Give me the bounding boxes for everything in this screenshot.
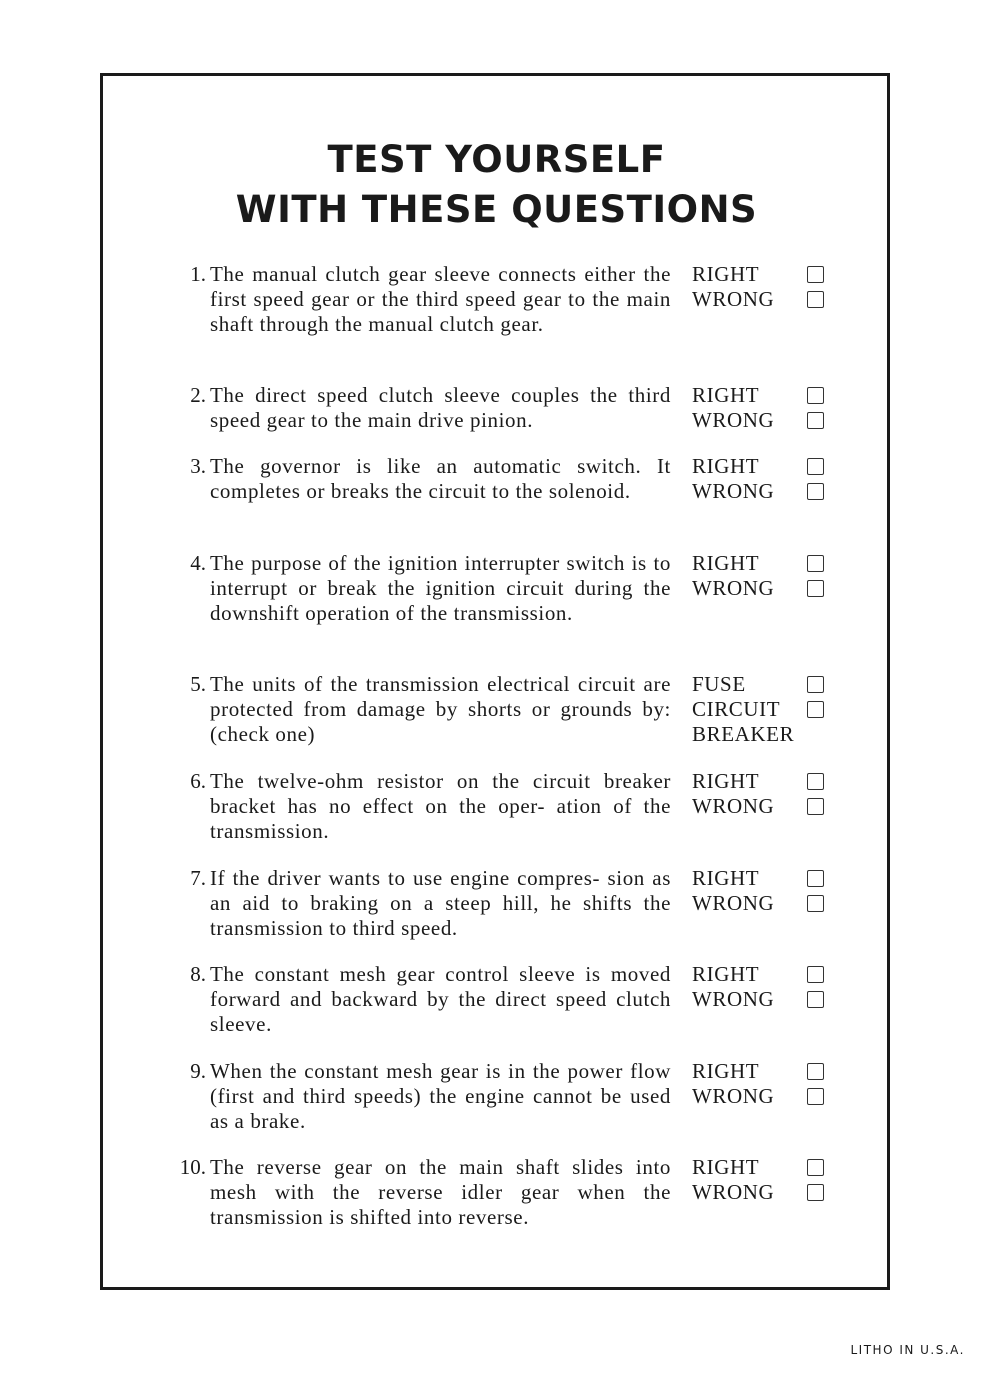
question-number: 1. bbox=[190, 262, 206, 286]
checkbox[interactable] bbox=[807, 895, 824, 912]
option-wrong[interactable] bbox=[692, 479, 842, 504]
checkbox[interactable] bbox=[807, 291, 824, 308]
checkbox[interactable] bbox=[807, 483, 824, 500]
option-label: RIGHT bbox=[692, 769, 760, 793]
question-text: The units of the transmission electrical circuit are protected from damage by shorts or grounds by: (check one) bbox=[210, 672, 671, 746]
answer-options bbox=[692, 383, 842, 433]
option-right[interactable] bbox=[692, 551, 842, 576]
question-text: When the constant mesh gear is in the power flow (first and third speeds) the engine cannot be used as a brake. bbox=[210, 1059, 671, 1133]
question-text: The manual clutch gear sleeve connects either the first speed gear or the third speed gear to the main shaft through the manual clutch gear. bbox=[210, 262, 671, 336]
answer-options bbox=[692, 866, 842, 916]
checkbox[interactable] bbox=[807, 870, 824, 887]
option-label: WRONG bbox=[692, 987, 775, 1011]
option-label: WRONG bbox=[692, 794, 775, 818]
option-right[interactable] bbox=[692, 1059, 842, 1084]
checkbox[interactable] bbox=[807, 387, 824, 404]
option-label-continuation bbox=[692, 722, 842, 747]
checkbox[interactable] bbox=[807, 555, 824, 572]
option-label: RIGHT bbox=[692, 454, 760, 478]
question-number: 5. bbox=[190, 672, 206, 696]
checkbox[interactable] bbox=[807, 1063, 824, 1080]
question-number: 7. bbox=[190, 866, 206, 890]
option-label: WRONG bbox=[692, 1084, 775, 1108]
checkbox[interactable] bbox=[807, 1184, 824, 1201]
option-wrong[interactable] bbox=[692, 1180, 842, 1205]
title-line-1: TEST YOURSELF bbox=[327, 138, 666, 181]
answer-options bbox=[692, 769, 842, 819]
option-wrong[interactable] bbox=[692, 891, 842, 916]
answer-options bbox=[692, 1155, 842, 1205]
title-line-2: WITH THESE QUESTIONS bbox=[235, 188, 758, 231]
answer-options bbox=[692, 672, 842, 747]
option-label: RIGHT bbox=[692, 262, 760, 286]
question-number: 3. bbox=[190, 454, 206, 478]
checkbox[interactable] bbox=[807, 412, 824, 429]
option-label: CIRCUIT bbox=[692, 697, 781, 721]
question-number: 10. bbox=[179, 1155, 206, 1179]
option-wrong[interactable] bbox=[692, 794, 842, 819]
option-wrong[interactable] bbox=[692, 408, 842, 433]
option-wrong[interactable] bbox=[692, 987, 842, 1012]
option-right[interactable] bbox=[692, 262, 842, 287]
checkbox[interactable] bbox=[807, 1088, 824, 1105]
option-wrong[interactable] bbox=[692, 287, 842, 312]
question-number: 6. bbox=[190, 769, 206, 793]
checkbox[interactable] bbox=[807, 798, 824, 815]
option-right[interactable] bbox=[692, 1155, 842, 1180]
answer-options bbox=[692, 454, 842, 504]
option-label: RIGHT bbox=[692, 383, 760, 407]
option-circuit-breaker[interactable] bbox=[692, 697, 842, 722]
option-label: WRONG bbox=[692, 287, 775, 311]
checkbox[interactable] bbox=[807, 701, 824, 718]
option-label: RIGHT bbox=[692, 1059, 760, 1083]
checkbox[interactable] bbox=[807, 966, 824, 983]
printer-imprint: LITHO IN U.S.A. bbox=[850, 1343, 965, 1357]
question-number: 4. bbox=[190, 551, 206, 575]
option-label: RIGHT bbox=[692, 866, 760, 890]
option-label: WRONG bbox=[692, 479, 775, 503]
answer-options bbox=[692, 1059, 842, 1109]
checkbox[interactable] bbox=[807, 1159, 824, 1176]
answer-options bbox=[692, 551, 842, 601]
option-right[interactable] bbox=[692, 769, 842, 794]
question-text: The reverse gear on the main shaft slides into mesh with the reverse idler gear when the transmission is shifted into reverse. bbox=[210, 1155, 671, 1229]
option-label: WRONG bbox=[692, 408, 775, 432]
checkbox[interactable] bbox=[807, 676, 824, 693]
checkbox[interactable] bbox=[807, 773, 824, 790]
question-text: The constant mesh gear control sleeve is moved forward and backward by the direct speed clutch sleeve. bbox=[210, 962, 671, 1036]
question-text: If the driver wants to use engine compres- sion as an aid to braking on a steep hill, he shifts the transmission to third speed. bbox=[210, 866, 671, 940]
option-label: RIGHT bbox=[692, 551, 760, 575]
question-text: The direct speed clutch sleeve couples the third speed gear to the main drive pinion. bbox=[210, 383, 671, 432]
option-label: WRONG bbox=[692, 1180, 775, 1204]
question-text: The twelve-ohm resistor on the circuit breaker bracket has no effect on the oper- ation of the transmission. bbox=[210, 769, 671, 843]
option-wrong[interactable] bbox=[692, 1084, 842, 1109]
option-right[interactable] bbox=[692, 866, 842, 891]
option-right[interactable] bbox=[692, 962, 842, 987]
option-label: WRONG bbox=[692, 891, 775, 915]
question-number: 9. bbox=[190, 1059, 206, 1083]
option-right[interactable] bbox=[692, 454, 842, 479]
question-text: The governor is like an automatic switch. It completes or breaks the circuit to the solenoid. bbox=[210, 454, 671, 503]
checkbox[interactable] bbox=[807, 458, 824, 475]
option-label: RIGHT bbox=[692, 962, 760, 986]
answer-options bbox=[692, 962, 842, 1012]
option-fuse[interactable] bbox=[692, 672, 842, 697]
option-label: WRONG bbox=[692, 576, 775, 600]
question-text: The purpose of the ignition interrupter switch is to interrupt or break the ignition circuit during the downshift operation of the transmission. bbox=[210, 551, 671, 625]
checkbox[interactable] bbox=[807, 991, 824, 1008]
checkbox[interactable] bbox=[807, 266, 824, 283]
checkbox[interactable] bbox=[807, 580, 824, 597]
option-label: FUSE bbox=[692, 672, 746, 696]
question-number: 8. bbox=[190, 962, 206, 986]
answer-options bbox=[692, 262, 842, 312]
question-number: 2. bbox=[190, 383, 206, 407]
option-label: RIGHT bbox=[692, 1155, 760, 1179]
option-wrong[interactable] bbox=[692, 576, 842, 601]
option-label: BREAKER bbox=[692, 722, 795, 746]
option-right[interactable] bbox=[692, 383, 842, 408]
